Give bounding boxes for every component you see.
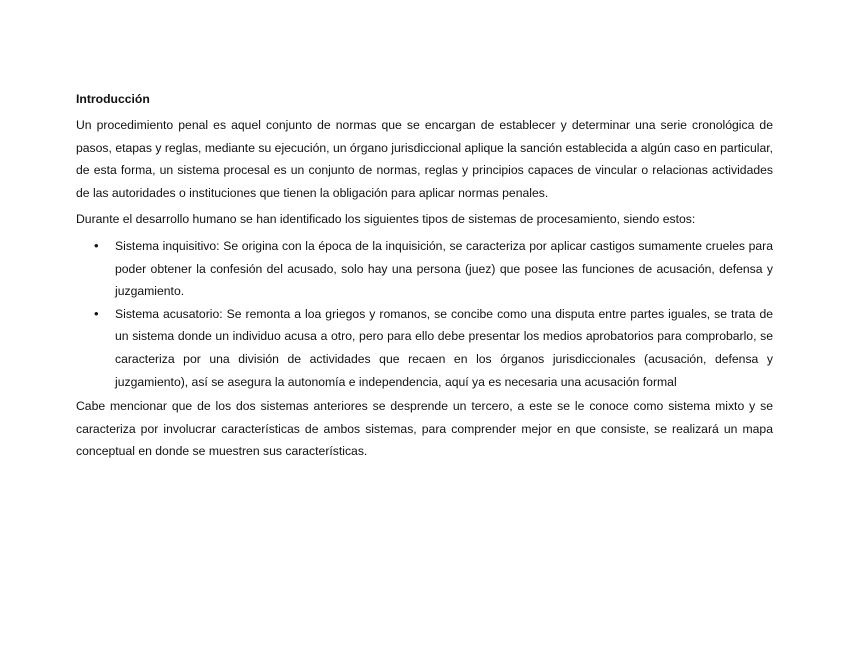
- list-item-inquisitivo: [76, 235, 773, 303]
- bullet-icon: •: [94, 305, 99, 321]
- closing-paragraph: Cabe mencionar que de los dos sistemas anteriores se desprende un tercero, a este se le conoce como sistema mixto y se caracteriza por involucrar características de ambos sistemas, para comprender mejor en que consiste, se realizará un mapa conceptual en donde se muestren sus características.: [76, 399, 773, 459]
- list-item-text: Sistema acusatorio: Se remonta a loa griegos y romanos, se concibe como una disputa entre partes iguales, se trata de un sistema donde un individuo acusa a otro, pero para ello debe presentar los medios aprobatorios para comprobarlo, se caracteriza por una división de actividades que recaen en los órganos jurisdiccionales (acusación, defensa y juzgamiento), así se asegura la autonomía e independencia, aquí ya es necesaria una acusación formal: [115, 306, 773, 389]
- intro-paragraph: Un procedimiento penal es aquel conjunto de normas que se encargan de establecer y determinar una serie cronológica de pasos, etapas y reglas, mediante su ejecución, un órgano jurisdiccional aplique la sanción establecida a algún caso en particular, de esta forma, un sistema procesal es un conjunto de normas, reglas y principios capaces de vincular o relacionas actividades de las autoridades o instituciones que tienen la obligación para aplicar normas penales.: [76, 118, 773, 200]
- list-item-text: Sistema inquisitivo: Se origina con la época de la inquisición, se caracteriza por aplicar castigos sumamente crueles para poder obtener la confesión del acusado, solo hay una persona (juez) que posee las funciones de acusación, defensa y juzgamiento.: [115, 238, 773, 299]
- section-heading: Introducción: [76, 92, 150, 106]
- document-page: [76, 91, 773, 467]
- systems-list: [76, 235, 773, 393]
- bullet-icon: •: [94, 237, 99, 253]
- list-item-acusatorio: [76, 303, 773, 393]
- types-intro-paragraph: Durante el desarrollo humano se han identificado los siguientes tipos de sistemas de procesamiento, siendo estos:: [76, 212, 696, 227]
